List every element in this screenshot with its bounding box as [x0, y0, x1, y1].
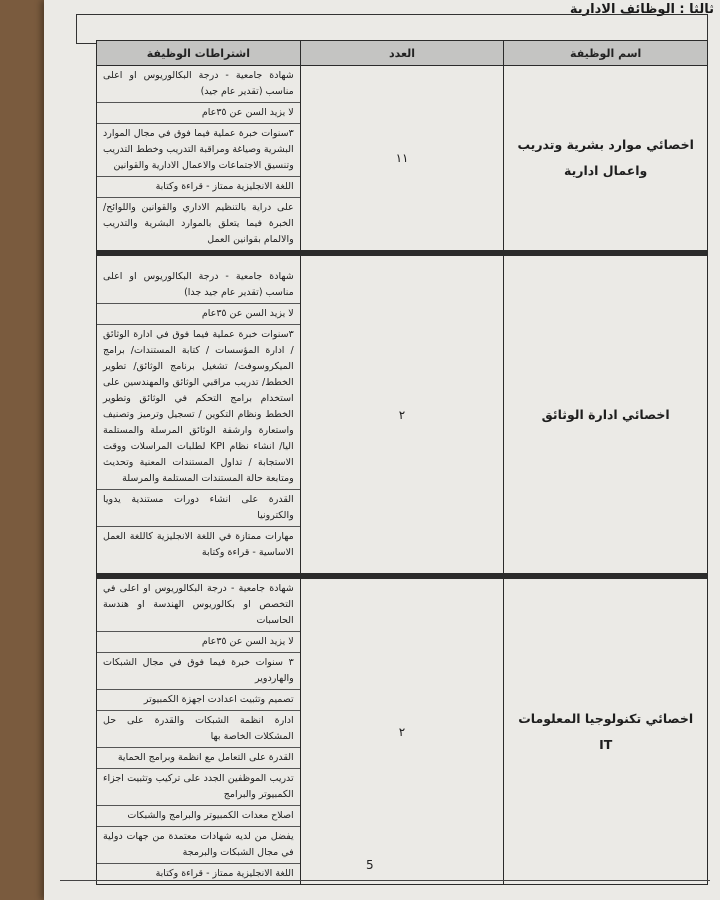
requirement-item: لا يزيد السن عن ٣٥عام [97, 304, 300, 325]
requirement-item: لا يزيد السن عن ٣٥عام [97, 632, 300, 653]
column-requirements: اشتراطات الوظيفة [97, 41, 301, 66]
job-count: ٢ [300, 256, 504, 574]
requirement-item: لا يزيد السن عن ٣٥عام [97, 103, 300, 124]
job-requirements [97, 66, 301, 251]
requirement-item: شهادة جامعية - درجة البكالوريوس او اعلى مناسب (تقدير عام جيد جدا) [97, 267, 300, 304]
table-row [97, 579, 708, 885]
job-requirements [97, 256, 301, 574]
table-row [97, 256, 708, 574]
requirement-item: شهادة جامعية - درجة البكالوريوس او اعلى في التخصص او بكالوريوس الهندسة او هندسة الحاسبات [97, 579, 300, 632]
job-count: ١١ [300, 66, 504, 251]
requirement-item: اللغة الانجليزية ممتاز - قراءة وكتابة [155, 868, 294, 879]
job-title: اخصائي موارد بشرية وتدريب واعمال ادارية [504, 66, 708, 251]
table-row [97, 66, 708, 251]
requirement-item: القدرة على التعامل مع انظمة وبرامج الحماية [97, 748, 300, 769]
requirement-item: ٣سنوات خبرة عملية فيما فوق في ادارة الوثائق / ادارة المؤسسات / كتابة المستندات/ برامج الميكروسوفت/ تشغيل برنامج الوثائق/ تطوير الخطط/ تدريب مراقبي الوثائق والمهندسين على استخدام برامج التحكم في الوثائق وتطوير الخطط ونظام التكوين / تسجيل وترميز وتصنيف واستعارة وارشفة الوثائق المرسلة والمستلمة اليا/ انشاء نظام KPI لطلبات المراسلات ووقت الاستجابة / تداول المستندات المعنية وتحديث ومتابعة حالة المستندات المستلمة والمرسلة [97, 325, 300, 490]
requirement-item: ادارة انظمة الشبكات والقدرة على حل المشكلات الخاصة بها [97, 711, 300, 748]
column-count: العدد [300, 41, 504, 66]
requirement-item: اللغة الانجليزية ممتاز - قراءة وكتابة [97, 177, 300, 198]
requirement-item: ٣ سنوات خبرة فيما فوق في مجال الشبكات والهاردوير [97, 653, 300, 690]
footer-frame [60, 880, 710, 895]
job-count: ٢ [300, 579, 504, 885]
requirement-item: على دراية بالتنظيم الاداري والقوانين واللوائح/ الخبرة فيما يتعلق بالموارد البشرية والتدريب والالمام بقوانين العمل [103, 202, 294, 245]
requirement-item: يفضل من لديه شهادات معتمدة من جهات دولية في مجال الشبكات والبرمجة [97, 827, 300, 864]
page-number: 5 [366, 858, 374, 872]
section-title: ثالثا : الوظائف الادارية [569, 2, 714, 17]
job-requirements [97, 579, 301, 885]
table-header-row [97, 41, 708, 66]
requirement-item: تدريب الموظفين الجدد على تركيب وتثبيت اجزاء الكمبيوتر والبرامج [97, 769, 300, 806]
requirement-item: القدرة على انشاء دورات مستندية يدويا والكترونيا [97, 490, 300, 527]
requirement-item: شهادة جامعية - درجة البكالوريوس او اعلى مناسب (تقدير عام جيد) [97, 66, 300, 103]
jobs-table [96, 40, 708, 885]
requirement-item: مهارات ممتازة في اللغة الانجليزية كاللغة العمل الاساسية - قراءة وكتابة [103, 530, 294, 558]
requirement-item: اصلاح معدات الكمبيوتر والبرامج والشبكات [97, 806, 300, 827]
requirement-item: تصميم وتثبيت اعدادت اجهزة الكمبيوتر [97, 690, 300, 711]
job-title: اخصائي تكنولوجيا المعلومات IT [504, 579, 708, 885]
job-title: اخصائي ادارة الوثائق [504, 256, 708, 574]
requirement-item: ٣سنوات خبرة عملية فيما فوق في مجال الموارد البشرية وصياغة ومراقبة التدريب وخطط التدريب وتنسيق الاجتماعات والاعمال الادارية والقوانين [97, 124, 300, 177]
column-job-name: اسم الوظيفة [504, 41, 708, 66]
